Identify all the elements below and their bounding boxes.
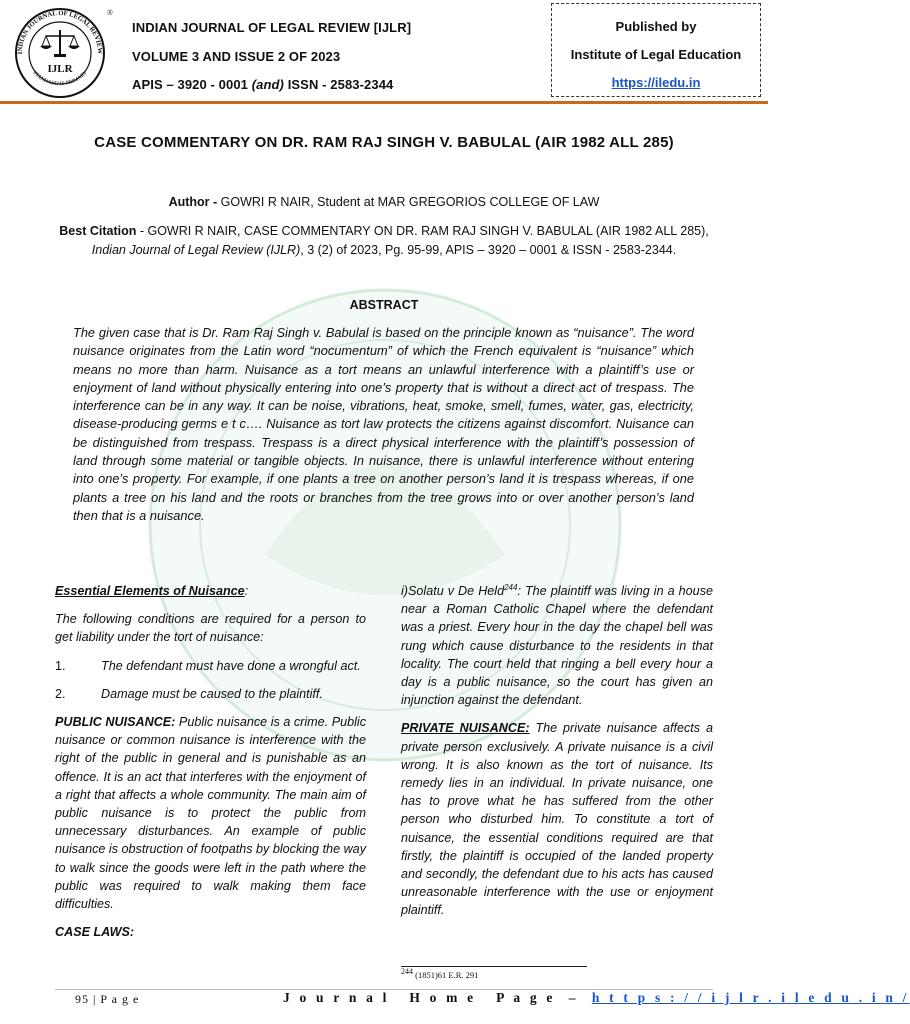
publisher-link[interactable]: https://iledu.in	[611, 75, 701, 90]
footnote-rule	[401, 966, 587, 967]
left-column: Essential Elements of Nuisance: The following conditions are required for a person to get liability under the tort of nuisance: 1. The defendant must have done a wrongful act. 2. Damage must be caused to the plaintiff. PUBLIC NUISANCE: Public nuisance is a crime. Public nuisance or common nuisance is interference with the right of the public in general and is punishable as an offence. It is an act that interferes with the enjoyment of a right that affects a whole community. The main aim of public nuisance is to protect the public from unnecessary disturbances. An example of public nuisance is obstruction of footpaths by blocking the way to walk since the goods were left in the path where the public was required to walk making them face difficulties. CASE LAWS:	[55, 582, 366, 951]
volume-issue: VOLUME 3 AND ISSUE 2 OF 2023	[132, 49, 341, 64]
author-line: Author - GOWRI R NAIR, Student at MAR GREGORIOS COLLEGE OF LAW	[168, 195, 600, 209]
footnote: 244 (1851)61 E.R. 291	[401, 967, 479, 980]
home-page-link[interactable]: h t t p s : / / i j l r . i l e d u . i n /	[591, 990, 910, 1005]
apis-issn-line: APIS – 3920 - 0001 (and) ISSN - 2583-2344	[132, 77, 394, 92]
logo-center-text: IJLR	[47, 63, 73, 75]
private-nuisance-paragraph: PRIVATE NUISANCE: The private nuisance affects a private person exclusively. A private nuisance is a civil wrong. It is also known as the tort of nuisance. Its remedy lies in an individual. In private nuisance, one has to prove what he has suffered from the other person who disturbed him. To constitute a tort of nuisance, the essential conditions required are that firstly, the plaintiff is occupied of the landed property and secondly, the defendant due to his acts has caused unreasonable interference with the use or enjoyment plaintiff.	[401, 721, 713, 918]
paper-title: CASE COMMENTARY ON DR. RAM RAJ SINGH V. BABULAL (AIR 1982 ALL 285)	[94, 134, 674, 151]
publisher-box	[551, 3, 761, 97]
abstract-text: The given case that is Dr. Ram Raj Singh v. Babulal is based on the principle known as “nuisance”. The word nuisance originates from the Latin word “nocumentum” of which the French equivalent is “nuisance” which means no more than harm. Nuisance as a tort means an unlawful interference with a plaintiff’s use or enjoyment of land without physically entering into one’s property that is without a direct act of trespass. The interference can be in any way. It can be noise, vibrations, heat, smoke, smell, fumes, water, gas, electricity, disease-producing germs e t c…. Nuisance as tort law protects the citizens against discomfort. Nuisance can be distinguished from trespass. Trespass is a direct physical interference with the plaintiff’s possession of land through some material or tangible objects. In nuisance, there is unlawful interference without entering into one’s property. For example, if one plants a tree on another person’s land it is trespass whereas, if one plants a tree on his land and the roots or branches from the tree grows into or over another person’s land then that is a nuisance.	[73, 325, 694, 523]
journal-home-page: J o u r n a l H o m e P a g e – h t t p s : / / i j l r . i l e d u . i n /	[283, 990, 910, 1005]
abstract-heading: ABSTRACT	[349, 298, 419, 312]
essential-elements-heading: Essential Elements of Nuisance	[55, 584, 245, 598]
header-rule	[0, 101, 768, 104]
public-nuisance-heading: PUBLIC NUISANCE:	[55, 715, 176, 730]
footnote-ref: 244	[504, 582, 518, 592]
list-item: 2. Damage must be caused to the plaintiff.	[55, 686, 323, 701]
right-column	[401, 582, 713, 930]
private-nuisance-heading: PRIVATE NUISANCE:	[401, 721, 530, 736]
best-citation: Best Citation - GOWRI R NAIR, CASE COMMENTARY ON DR. RAM RAJ SINGH V. BABULAL (AIR 1982 ALL 285), Indian Journal of Legal Review (IJLR), 3 (2) of 2023, Pg. 95-99, APIS – 3920 – 0001 & ISSN - 2583-2344.	[59, 224, 709, 257]
logo-ring-text: INDIAN JOURNAL OF LEGAL REVIEW	[16, 9, 104, 55]
conditions-text: The following conditions are required for a person to get liability under the tort of nuisance:	[55, 612, 366, 645]
publisher-name: Institute of Legal Education	[570, 47, 742, 62]
published-by-label: Published by	[615, 19, 697, 34]
page-header	[0, 0, 768, 104]
case-laws-heading: CASE LAWS:	[55, 925, 135, 940]
journal-name: INDIAN JOURNAL OF LEGAL REVIEW [IJLR]	[132, 20, 412, 35]
journal-logo	[10, 6, 116, 100]
case-solatu-paragraph: i)Solatu v De Held$^{244}$: The plaintiff was living in a house near a Roman Catholic Chapel where the defendant was a priest. Every hour in the day the chapel bell was rung which cause disturbance to the residents in that locality. The court held that ringing a bell every hour a day is a public nuisance, so the court has given an injunction against the defendant.	[401, 582, 713, 708]
list-item: 1. The defendant must have done a wrongful act.	[55, 658, 361, 673]
public-nuisance-paragraph: PUBLIC NUISANCE: Public nuisance is a crime. Public nuisance or common nuisance is interference with the right of the public in general and is punishable as an offence. It is an act that interferes with the enjoyment of a right that affects a whole community. The main aim of public nuisance is to protect the public from unnecessary disturbances. An example of public nuisance is obstruction of footpaths by blocking the way to walk since the goods were left in the path where the public was required to walk making them face difficulties.	[55, 715, 367, 912]
logo-bottom-text: STANDARD IS PRIMARY	[31, 69, 89, 88]
page-number: 95 | P a g e	[75, 992, 140, 1006]
registered-mark: ®	[107, 10, 113, 17]
